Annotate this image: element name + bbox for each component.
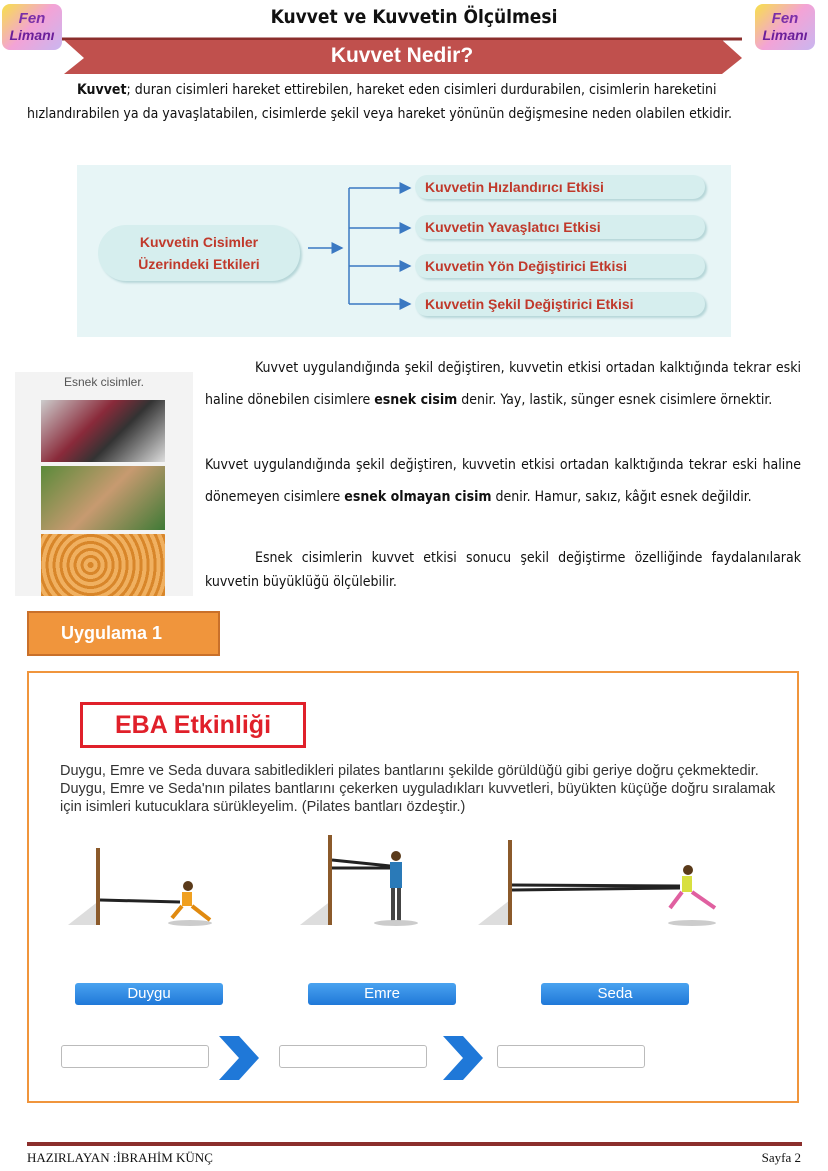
fen-limani-logo-right: Fen Limanı — [755, 4, 815, 50]
fen-limani-logo-left: Fen Limanı — [2, 4, 62, 50]
chevron-right-icon — [437, 1034, 485, 1082]
diagram-item: Kuvvetin Yavaşlatıcı Etkisi — [415, 215, 705, 239]
text: denir. Hamur, sakız, kâğıt esnek değildir. — [491, 489, 752, 505]
drop-slot-3[interactable] — [497, 1045, 645, 1068]
eba-instructions: Duygu, Emre ve Seda duvara sabitledikleri pilates bantlarını şekilde görüldüğü gibi geriye doğru çekmektedir. Duygu, Emre ve Seda'nın pilates bantlarını çekerken uyguladıkları kuvvetleri, büyükten küçüğe doğru sıralamak için isimleri kutucuklara sürükleyelim. (Pilates bantları özdeştir.) — [60, 763, 776, 815]
text: denir. Yay, lastik, sünger esnek cisimlere örnektir. — [457, 392, 773, 408]
name-emre-draggable[interactable]: Emre — [308, 983, 456, 1005]
term-kuvvet: Kuvvet — [77, 82, 127, 98]
name-seda-draggable[interactable]: Seda — [541, 983, 689, 1005]
elastic-objects-image — [15, 372, 193, 596]
diagram-item: Kuvvetin Şekil Değiştirici Etkisi — [415, 292, 705, 316]
pilates-figures — [60, 830, 760, 935]
text: Kuvvet uygulandığında şekil değiştiren, kuvvetin etkisi ortadan kalktığında tekrar eski haline dönemeyen cisimlere — [205, 457, 801, 505]
footer-author: HAZIRLAYAN :İBRAHİM KÜNÇ — [27, 1150, 213, 1165]
drop-slot-2[interactable] — [279, 1045, 427, 1068]
duygu-figure — [68, 848, 212, 926]
springs-photo — [41, 400, 165, 462]
text: Kuvvet uygulandığında şekil değiştiren, kuvvetin etkisi ortadan kalktığında tekrar eski haline dönebilen cisimlere — [205, 360, 801, 408]
drop-slot-1[interactable] — [61, 1045, 209, 1068]
inelastic-paragraph — [205, 449, 801, 513]
elastic-paragraph — [205, 352, 801, 416]
measure-paragraph: Esnek cisimlerin kuvvet etkisi sonucu şekil değiştirme özelliğinde faydalanılarak kuvvetin büyüklüğü ölçülebilir. — [205, 550, 801, 590]
rubber-bands-photo — [41, 534, 165, 596]
emre-figure — [300, 835, 418, 926]
uygulama-label: Uygulama 1 — [27, 611, 220, 656]
page-number: Sayfa 2 — [761, 1150, 801, 1165]
page-title: Kuvvet ve Kuvvetin Ölçülmesi — [270, 6, 558, 28]
diagram-arrows — [300, 170, 420, 320]
eba-title: EBA Etkinliği — [80, 702, 306, 748]
intro-text: ; duran cisimleri hareket ettirebilen, hareket eden cisimleri durdurabilen, cisimlerin hareketini hızlandırabilen ya da yavaşlatabilen, cisimlerde şekil veya hareket yönünün değişmesine neden olabilen etkidir. — [27, 82, 732, 122]
chevron-right-icon — [213, 1034, 261, 1082]
name-duygu-draggable[interactable]: Duygu — [75, 983, 223, 1005]
term-esnek-olmayan-cisim: esnek olmayan cisim — [344, 489, 492, 505]
footer-divider — [27, 1142, 802, 1146]
seda-figure — [478, 840, 716, 926]
banner-title: Kuvvet Nedir? — [330, 44, 474, 67]
term-esnek-cisim: esnek cisim — [374, 392, 458, 408]
image-caption: Esnek cisimler. — [63, 375, 145, 389]
diagram-item: Kuvvetin Hızlandırıcı Etkisi — [415, 175, 705, 199]
slingshot-photo — [41, 466, 165, 530]
intro-paragraph — [27, 78, 802, 126]
diagram-root: Kuvvetin Cisimler Üzerindeki Etkileri — [98, 225, 300, 281]
diagram-item: Kuvvetin Yön Değiştirici Etkisi — [415, 254, 705, 278]
